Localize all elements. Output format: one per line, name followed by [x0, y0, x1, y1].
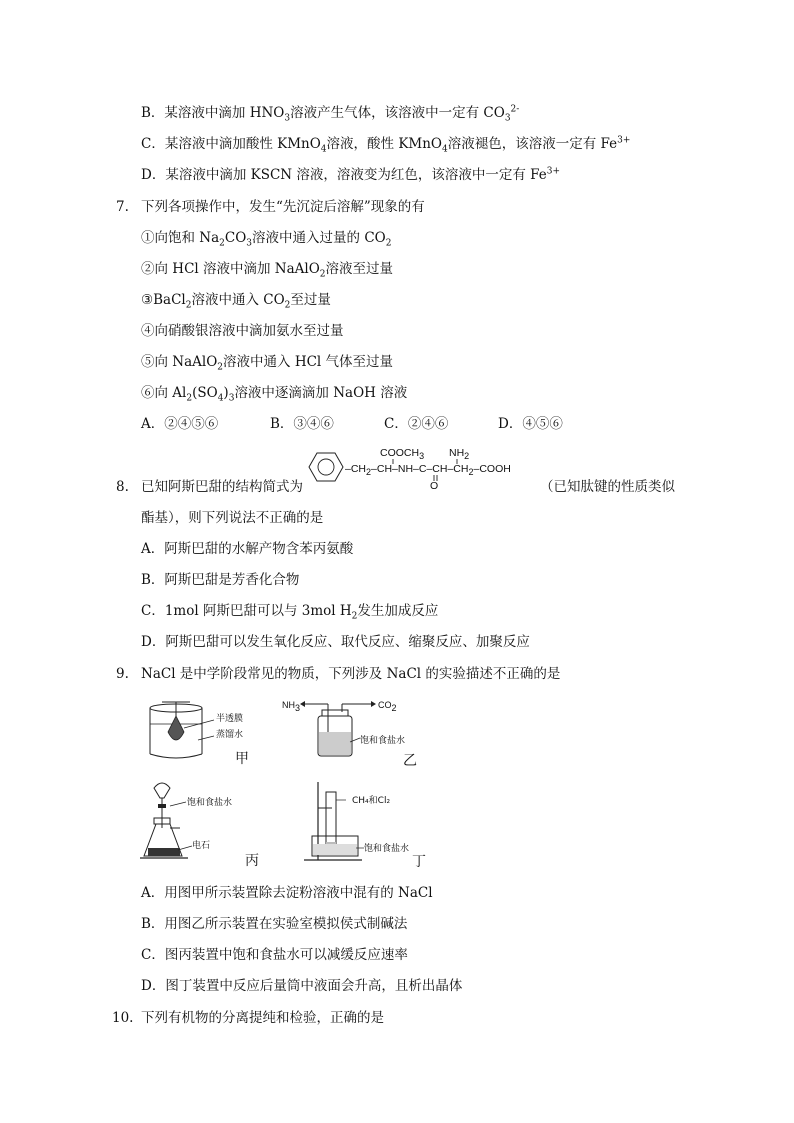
superscript: 2-	[510, 104, 520, 115]
benzene-ring-icon	[308, 450, 344, 484]
q6-option-b-text2: 溶液产生气体，该溶液中一定有 CO	[290, 105, 505, 121]
label-brine-ding: 饱和食盐水	[364, 844, 410, 854]
q7-item-5	[141, 353, 393, 371]
q6-option-c-text2: 溶液，酸性 KMnO	[326, 136, 442, 152]
q7-option-d: D．④⑤⑥	[498, 416, 563, 432]
q8-stem-part2: （已知肽键的性质类似	[540, 479, 675, 495]
q6-option-b-text: B．某溶液中滴加 HNO	[141, 105, 285, 121]
q6-option-c-text3: 溶液褪色，该溶液一定有 Fe	[447, 136, 618, 152]
q9-option-b: B．用图乙所示装置在实验室模拟侯式制碱法	[141, 916, 408, 932]
subscript: 2	[464, 451, 470, 462]
q8-option-c	[141, 602, 438, 620]
text: CO	[224, 230, 247, 246]
aspartame-carbonyl-o: O	[430, 480, 439, 492]
label-membrane: 半透膜	[216, 714, 244, 724]
text: ②向 HCl 溶液中滴加 NaAlO	[141, 261, 320, 277]
q7-number: 7.	[116, 199, 129, 215]
q7-item-6	[141, 384, 407, 402]
q6-option-c	[141, 135, 630, 153]
q8-number: 8.	[116, 479, 129, 495]
text: 发生加成反应	[357, 603, 439, 619]
subscript: 2	[385, 238, 392, 249]
subscript: 3	[419, 451, 425, 462]
text: COOCH	[380, 447, 420, 459]
subscript: 2	[217, 362, 224, 373]
subscript: 2	[391, 702, 397, 713]
text: ①向饱和 Na	[141, 230, 220, 246]
q6-option-b	[141, 104, 519, 122]
subscript: 2	[468, 467, 474, 478]
text: )	[223, 385, 229, 401]
text: C．1mol 阿斯巴甜可以与 3mol H	[141, 603, 352, 619]
subscript: 3	[284, 113, 291, 124]
q6-option-c-text: C．某溶液中滴加酸性 KMnO	[141, 136, 321, 152]
subscript: 2	[186, 393, 193, 404]
text: ③BaCl	[141, 292, 186, 308]
q7-item-1	[141, 229, 391, 247]
q8-option-a: A．阿斯巴甜的水解产物含苯丙氨酸	[141, 541, 354, 557]
subscript: 2	[319, 269, 326, 280]
q8-option-d: D．阿斯巴甜可以发生氧化反应、取代反应、缩聚反应、加聚反应	[141, 634, 530, 650]
text: ⑤向 NaAlO	[141, 354, 218, 370]
q9-option-c: C．图丙装置中饱和食盐水可以减缓反应速率	[141, 947, 408, 963]
text: 溶液中通入过量的 CO	[252, 230, 386, 246]
q8-stem-part1: 已知阿斯巴甜的结构简式为	[141, 479, 303, 495]
text: CO	[378, 700, 392, 710]
q7-option-c: C．②④⑥	[384, 416, 449, 432]
subscript: 3	[504, 113, 511, 124]
text: NH	[449, 447, 465, 459]
q6-option-d-text: D．某溶液中滴加 KSCN 溶液，溶液变为红色，该溶液中一定有 Fe	[141, 167, 547, 183]
aspartame-main-chain: $‒CH_2‒CH‒NH‒C‒CH‒CH_2‒COOH$	[345, 463, 511, 478]
q9-stem: NaCl 是中学阶段常见的物质，下列涉及 NaCl 的实验描述不正确的是	[141, 666, 561, 682]
q6-option-d	[141, 166, 560, 184]
label-ch4-cl2: CH₄和Cl₂	[352, 796, 391, 806]
text: 溶液中逐滴滴加 NaOH 溶液	[234, 385, 408, 401]
label-brine-bing: 饱和食盐水	[187, 798, 233, 808]
superscript: 3+	[617, 135, 631, 146]
text: ‒CH‒NH‒C‒CH‒CH	[371, 463, 469, 475]
label-calcium-carbide: 电石	[192, 841, 211, 851]
q9-number: 9.	[116, 666, 129, 682]
q9-option-a: A．用图甲所示装置除去淀粉溶液中混有的 NaCl	[141, 885, 433, 901]
label-brine-yi: 饱和食盐水	[360, 736, 406, 746]
text: NH	[282, 700, 295, 710]
subscript: 3	[228, 393, 235, 404]
q10-stem: 下列有机物的分离提纯和检验，正确的是	[141, 1010, 384, 1026]
superscript: 3+	[546, 166, 561, 177]
text: 溶液至过量	[325, 261, 394, 277]
figure-label-yi: 乙	[403, 753, 417, 769]
label-nh3	[282, 699, 300, 711]
q7-stem: 下列各项操作中，发生“先沉淀后溶解”现象的有	[141, 199, 425, 215]
text: 溶液中通入 CO	[191, 292, 285, 308]
q7-option-b: B．③④⑥	[270, 416, 334, 432]
label-distilled-water: 蒸馏水	[216, 730, 244, 740]
subscript: 2	[284, 300, 291, 311]
figure-bing-flask	[140, 778, 233, 864]
q10-number: 10.	[112, 1010, 134, 1026]
figure-label-ding: 丁	[412, 854, 426, 870]
q8-stem-part3: 酯基），则下列说法不正确的是	[141, 510, 324, 526]
subscript: 4	[320, 144, 327, 155]
subscript: 2	[366, 467, 372, 478]
subscript: 3	[246, 238, 253, 249]
text: 溶液中通入 HCl 气体至过量	[223, 354, 394, 370]
subscript: 2	[351, 611, 358, 622]
text: (SO	[192, 385, 218, 401]
figure-yi-gas-bottle	[300, 698, 380, 760]
figure-label-bing: 丙	[245, 853, 259, 869]
q8-option-b: B．阿斯巴甜是芳香化合物	[141, 572, 300, 588]
subscript: 4	[217, 393, 224, 404]
q7-item-2	[141, 260, 393, 278]
subscript: 2	[185, 300, 192, 311]
q9-option-d: D．图丁装置中反应后量筒中液面会升高，且析出晶体	[141, 978, 463, 994]
q7-item-4: ④向硝酸银溶液中滴加氨水至过量	[141, 323, 344, 339]
q7-option-a: A．②④⑤⑥	[141, 416, 219, 432]
text: ⑥向 Al	[141, 385, 187, 401]
text: 至过量	[290, 292, 331, 308]
q7-item-3	[141, 291, 331, 309]
label-co2	[378, 699, 397, 711]
figure-label-jia: 甲	[235, 751, 249, 767]
subscript: 3	[295, 702, 301, 713]
text: CH	[350, 463, 367, 475]
text: ‒COOH	[473, 463, 511, 475]
subscript: 4	[442, 144, 448, 155]
subscript: 2	[219, 238, 225, 249]
